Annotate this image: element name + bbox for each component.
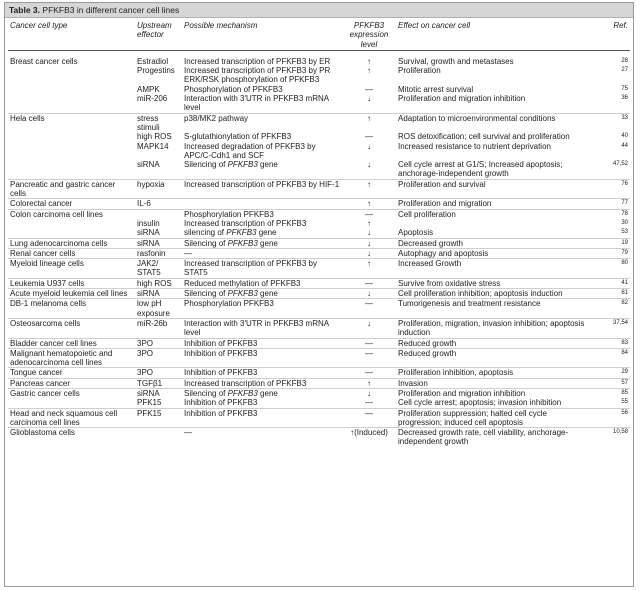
cell-ref: 56 [592, 408, 630, 428]
mechanism-text: Silencing of [184, 160, 228, 170]
cell-effect-on-cancer-cell: Tumorigenesis and treatment resistance [396, 299, 592, 319]
table-row [8, 219, 630, 228]
cell-ref: 83 [592, 338, 630, 348]
cell-expression-level: ↓ [342, 318, 396, 338]
cell-ref: 57 [592, 378, 630, 388]
table-frame [4, 2, 634, 587]
cell-upstream-effector: 3PO [135, 338, 182, 348]
cell-upstream-effector: siRNA [137, 228, 160, 238]
cell-effect-on-cancer-cell: Increased resistance to nutrient deprivation [398, 141, 551, 151]
table-row [8, 209, 630, 219]
cell-cancer-cell-type: Tongue cancer [8, 368, 135, 378]
mechanism-text: gene [257, 160, 278, 170]
cell-possible-mechanism: Increased degradation of PFKFB3 by APC/C-Cdh1 and SCF [184, 141, 316, 160]
cell-expression-level: — [342, 299, 396, 319]
cell-cancer-cell-type: Malignant hematopoietic and adenocarcinoma cell lines [8, 348, 135, 368]
cell-effect-on-cancer-cell: Cell cycle arrest at G1/S; Increased apoptosis; anchorage-independent growth [398, 160, 563, 179]
cell-upstream-effector: insulin [137, 218, 160, 228]
table-caption: PFKFB3 in different cancer cell lines [42, 5, 180, 15]
cell-effect-on-cancer-cell: Proliferation and migration inhibition [398, 94, 526, 104]
cell-cancer-cell-type: Colorectal cancer [8, 199, 135, 209]
cell-possible-mechanism: Inhibition of PFKFB3 [182, 338, 342, 348]
cell-effect-on-cancer-cell: Cell cycle arrest; apoptosis; invasion inhibition [398, 398, 562, 408]
cell-expression-level: — [365, 132, 373, 142]
header-upstream-effector: Upstream effector [135, 21, 182, 50]
cell-upstream-effector: 3PO [135, 348, 182, 368]
cell-effect-on-cancer-cell: Cell proliferation inhibition; apoptosis induction [396, 289, 592, 299]
cell-effect-on-cancer-cell: Proliferation inhibition, apoptosis [396, 368, 592, 378]
mechanism-text: gene [257, 388, 278, 398]
cell-possible-mechanism: Reduced methylation of PFKFB3 [182, 278, 342, 288]
cell-expression-level: ↓ [367, 228, 371, 238]
cell-ref: 27 [621, 67, 628, 74]
cell-possible-mechanism [182, 228, 342, 238]
table-row [8, 228, 630, 238]
mechanism-text: gene [257, 289, 278, 299]
cell-effect-on-cancer-cell: Proliferation and migration inhibition [396, 388, 592, 398]
cell-possible-mechanism [182, 388, 342, 398]
cell-expression-level: ↑ [342, 179, 396, 199]
cell-possible-mechanism: Inhibition of PFKFB3 [182, 348, 342, 368]
cell-expression-level: — [342, 338, 396, 348]
cell-possible-mechanism: — [182, 248, 342, 258]
table-row [8, 348, 630, 368]
table-row [8, 66, 630, 85]
cell-expression-level: ↑ [367, 66, 371, 76]
cell-expression-level: ↓ [367, 94, 371, 104]
pfkfb3-table [8, 21, 630, 447]
cell-upstream-effector: high ROS [137, 132, 172, 142]
cell-upstream-effector: MAPK14 [137, 141, 169, 151]
table-row [8, 428, 630, 447]
table-row [8, 408, 630, 428]
cell-expression-level: ↑ [367, 56, 371, 66]
table-row [8, 248, 630, 258]
cell-expression-level: ↓ [367, 141, 371, 151]
cell-effect-on-cancer-cell: Proliferation and survival [396, 179, 592, 199]
mechanism-text: gene [257, 238, 278, 248]
table-row [8, 278, 630, 288]
cell-possible-mechanism: Increased transcription of PFKFB3 [184, 218, 307, 228]
cell-effect-on-cancer-cell: Mitotic arrest survival [398, 84, 474, 94]
cell-possible-mechanism: — [182, 428, 342, 447]
header-ref: Ref. [592, 21, 630, 50]
cell-effect-on-cancer-cell: Proliferation and migration [396, 199, 592, 209]
cell-upstream-effector: TGFβ1 [135, 378, 182, 388]
cell-expression-level: ↑(Induced) [342, 428, 396, 447]
cell-ref: 75 [621, 85, 628, 92]
cell-effect-on-cancer-cell: Cell proliferation [396, 209, 592, 219]
cell-expression-level: ↑ [342, 199, 396, 209]
cell-expression-level: ↓ [342, 238, 396, 248]
cell-expression-level: — [365, 398, 373, 408]
cell-cancer-cell-type: DB-1 melanoma cells [8, 299, 135, 319]
cell-upstream-effector: stress stimuli [135, 113, 182, 132]
cell-possible-mechanism: Increased transcription of PFKFB3 by HIF-1 [182, 179, 342, 199]
cell-ref: 82 [592, 299, 630, 319]
cell-ref: 53 [621, 229, 628, 236]
table-row [8, 318, 630, 338]
cell-effect-on-cancer-cell: Adaptation to microenvironmental conditions [396, 113, 592, 132]
table-row [8, 289, 630, 299]
cell-cancer-cell-type [8, 228, 135, 238]
cell-upstream-effector: high ROS [135, 278, 182, 288]
cell-expression-level: ↓ [342, 388, 396, 398]
header-expression-level: PFKFB3 expression level [342, 21, 396, 50]
mechanism-text: Silencing of [184, 238, 228, 248]
cell-ref: 81 [592, 289, 630, 299]
table-row [8, 238, 630, 248]
cell-ref: 40 [621, 133, 628, 140]
cell-expression-level: ↑ [367, 218, 371, 228]
cell-possible-mechanism: Inhibition of PFKFB3 [182, 368, 342, 378]
cell-possible-mechanism [182, 160, 342, 179]
mechanism-text: Silencing of [184, 388, 228, 398]
cell-upstream-effector: Progestins [137, 66, 175, 76]
cell-upstream-effector: PFK15 [135, 408, 182, 428]
cell-ref: 55 [621, 399, 628, 406]
cell-possible-mechanism: S-glutathionylation of PFKFB3 [184, 132, 292, 142]
cell-effect-on-cancer-cell [396, 219, 592, 228]
mechanism-text: gene [256, 228, 277, 238]
cell-possible-mechanism: Increased transcription of PFKFB3 by ER [184, 56, 331, 66]
cell-ref: 80 [592, 259, 630, 279]
cell-possible-mechanism: Inhibition of PFKFB3 [184, 398, 258, 408]
cell-upstream-effector: PFK15 [137, 398, 162, 408]
table-row [8, 142, 630, 161]
cell-effect-on-cancer-cell: Survival, growth and metastases [398, 56, 514, 66]
cell-expression-level: — [342, 278, 396, 288]
cell-cancer-cell-type [8, 85, 135, 94]
cell-upstream-effector: 3PO [135, 368, 182, 378]
cell-possible-mechanism: Phosphorylation PFKFB3 [182, 209, 342, 219]
cell-cancer-cell-type: Glioblastoma cells [8, 428, 135, 447]
cell-possible-mechanism: Phosphorylation PFKFB3 [182, 299, 342, 319]
table-row [8, 132, 630, 141]
mechanism-text: Silencing of [184, 289, 228, 299]
cell-expression-level: ↓ [342, 248, 396, 258]
cell-possible-mechanism [182, 199, 342, 209]
cell-ref: 77 [592, 199, 630, 209]
cell-expression-level: — [342, 209, 396, 219]
cell-effect-on-cancer-cell: Invasion [396, 378, 592, 388]
cell-upstream-effector: siRNA [135, 289, 182, 299]
gene-name: PFKFB3 [227, 160, 258, 170]
cell-effect-on-cancer-cell: Reduced growth [396, 348, 592, 368]
cell-ref: 37,54 [592, 318, 630, 338]
table-row [8, 368, 630, 378]
cell-cancer-cell-type [8, 219, 135, 228]
table-row [8, 199, 630, 209]
cell-possible-mechanism: Phosphorylation of PFKFB3 [184, 84, 283, 94]
cell-expression-level: ↑ [342, 378, 396, 388]
table-row [8, 179, 630, 199]
cell-cancer-cell-type: Osteosarcoma cells [8, 318, 135, 338]
cell-expression-level: ↓ [342, 289, 396, 299]
gene-name: PFKFB3 [227, 388, 258, 398]
cell-upstream-effector: siRNA [135, 238, 182, 248]
cell-effect-on-cancer-cell: Autophagy and apoptosis [396, 248, 592, 258]
cell-ref: 76 [592, 179, 630, 199]
cell-possible-mechanism [182, 289, 342, 299]
table-row [8, 398, 630, 408]
cell-ref: 41 [592, 278, 630, 288]
cell-effect-on-cancer-cell: Apoptosis [398, 228, 434, 238]
cell-ref: 84 [592, 348, 630, 368]
cell-expression-level: — [342, 368, 396, 378]
cell-effect-on-cancer-cell: Increased Growth [396, 259, 592, 279]
cell-expression-level: — [342, 348, 396, 368]
cell-upstream-effector: JAK2/ STAT5 [135, 259, 182, 279]
cell-cancer-cell-type: Renal cancer cells [8, 248, 135, 258]
cell-possible-mechanism: Inhibition of PFKFB3 [182, 408, 342, 428]
cell-cancer-cell-type: Head and neck squamous cell carcinoma cell lines [8, 408, 135, 428]
cell-ref: 44 [621, 142, 628, 149]
table-row [8, 50, 630, 66]
cell-upstream-effector [135, 209, 182, 219]
cell-possible-mechanism: Increased transcription of PFKFB3 by STAT5 [182, 259, 342, 279]
header-effect-on-cancer-cell: Effect on cancer cell [396, 21, 592, 50]
cell-effect-on-cancer-cell: Survive from oxidative stress [396, 278, 592, 288]
cell-cancer-cell-type: Leukemia U937 cells [8, 278, 135, 288]
cell-expression-level: ↑ [342, 113, 396, 132]
cell-cancer-cell-type: Hela cells [8, 113, 135, 132]
cell-ref: 10,58 [592, 428, 630, 447]
cell-upstream-effector: IL-6 [135, 199, 182, 209]
cell-ref: 29 [592, 368, 630, 378]
table-row [8, 299, 630, 319]
cell-cancer-cell-type: Acute myeloid leukemia cell lines [8, 289, 135, 299]
table-label: Table 3. [9, 5, 41, 15]
cell-cancer-cell-type: Bladder cancer cell lines [8, 338, 135, 348]
cell-cancer-cell-type: Pancreatic and gastric cancer cells [8, 179, 135, 199]
cell-effect-on-cancer-cell: Decreased growth [396, 238, 592, 248]
cell-expression-level: ↑ [342, 259, 396, 279]
cell-ref: 78 [592, 209, 630, 219]
table-title-bar [5, 3, 633, 18]
cell-ref: 85 [592, 388, 630, 398]
cell-upstream-effector: Estradiol [137, 56, 169, 66]
table-header [8, 21, 630, 50]
gene-name: PFKFB3 [227, 238, 258, 248]
table-row [8, 378, 630, 388]
cell-possible-mechanism: p38/MK2 pathway [182, 113, 342, 132]
table-row [8, 85, 630, 94]
cell-cancer-cell-type [8, 160, 135, 179]
table-row [8, 338, 630, 348]
cell-ref: 33 [592, 113, 630, 132]
gene-name: PFKFB3 [227, 289, 258, 299]
cell-possible-mechanism: Increased transcription of PFKFB3 [182, 378, 342, 388]
cell-effect-on-cancer-cell: Proliferation suppression; halted cell cycle progression; induced cell apoptosis [396, 408, 592, 428]
cell-ref: 19 [592, 238, 630, 248]
cell-effect-on-cancer-cell: Proliferation [398, 66, 441, 76]
cell-expression-level: ↓ [367, 160, 371, 170]
cell-ref: 36 [621, 95, 628, 102]
cell-upstream-effector: siRNA [135, 388, 182, 398]
cell-cancer-cell-type: Gastric cancer cells [8, 388, 135, 398]
cell-cancer-cell-type [8, 66, 135, 85]
cell-cancer-cell-type [8, 132, 135, 141]
cell-upstream-effector: miR-26b [135, 318, 182, 338]
cell-cancer-cell-type: Lung adenocarcinoma cells [8, 238, 135, 248]
cell-ref: 47,52 [612, 161, 628, 168]
table-row [8, 113, 630, 132]
cell-possible-mechanism: Increased transcription of PFKFB3 by PR ERK/RSK phosphorylation of PFKFB3 [184, 66, 331, 85]
table-row [8, 160, 630, 179]
cell-cancer-cell-type [8, 94, 135, 113]
table-row [8, 388, 630, 398]
header-cancer-cell-type: Cancer cell type [8, 21, 135, 50]
cell-ref: 28 [621, 57, 628, 64]
cell-upstream-effector: miR-206 [137, 94, 168, 104]
cell-possible-mechanism [182, 238, 342, 248]
cell-upstream-effector: hypoxia [135, 179, 182, 199]
cell-upstream-effector: siRNA [137, 160, 160, 170]
table-row [8, 94, 630, 113]
cell-cancer-cell-type: Pancreas cancer [8, 378, 135, 388]
cell-upstream-effector: low pH exposure [135, 299, 182, 319]
mechanism-text: silencing of [184, 228, 227, 238]
cell-expression-level: — [342, 408, 396, 428]
cell-ref: 30 [621, 219, 628, 226]
cell-cancer-cell-type [8, 398, 135, 408]
cell-upstream-effector: rasfonin [135, 248, 182, 258]
table-body [8, 50, 630, 446]
table-row [8, 259, 630, 279]
cell-cancer-cell-type: Myeloid lineage cells [8, 259, 135, 279]
cell-cancer-cell-type: Breast cancer cells [10, 56, 78, 66]
cell-effect-on-cancer-cell: Decreased growth rate, cell viability, anchorage-independent growth [396, 428, 592, 447]
header-possible-mechanism: Possible mechanism [182, 21, 342, 50]
header-row [8, 21, 630, 50]
cell-effect-on-cancer-cell: ROS detoxification; cell survival and proliferation [398, 132, 570, 142]
cell-expression-level: — [365, 84, 373, 94]
cell-cancer-cell-type: Colon carcinoma cell lines [8, 209, 135, 219]
cell-upstream-effector: AMPK [137, 84, 160, 94]
cell-possible-mechanism: Interaction with 3′UTR in PFKFB3 mRNA level [184, 94, 329, 113]
cell-cancer-cell-type [8, 142, 135, 161]
cell-upstream-effector [135, 428, 182, 447]
gene-name: PFKFB3 [226, 228, 257, 238]
cell-possible-mechanism: Interaction with 3′UTR in PFKFB3 mRNA level [182, 318, 342, 338]
cell-ref: 79 [592, 248, 630, 258]
cell-effect-on-cancer-cell: Reduced growth [396, 338, 592, 348]
cell-effect-on-cancer-cell: Proliferation, migration, invasion inhibition; apoptosis induction [396, 318, 592, 338]
